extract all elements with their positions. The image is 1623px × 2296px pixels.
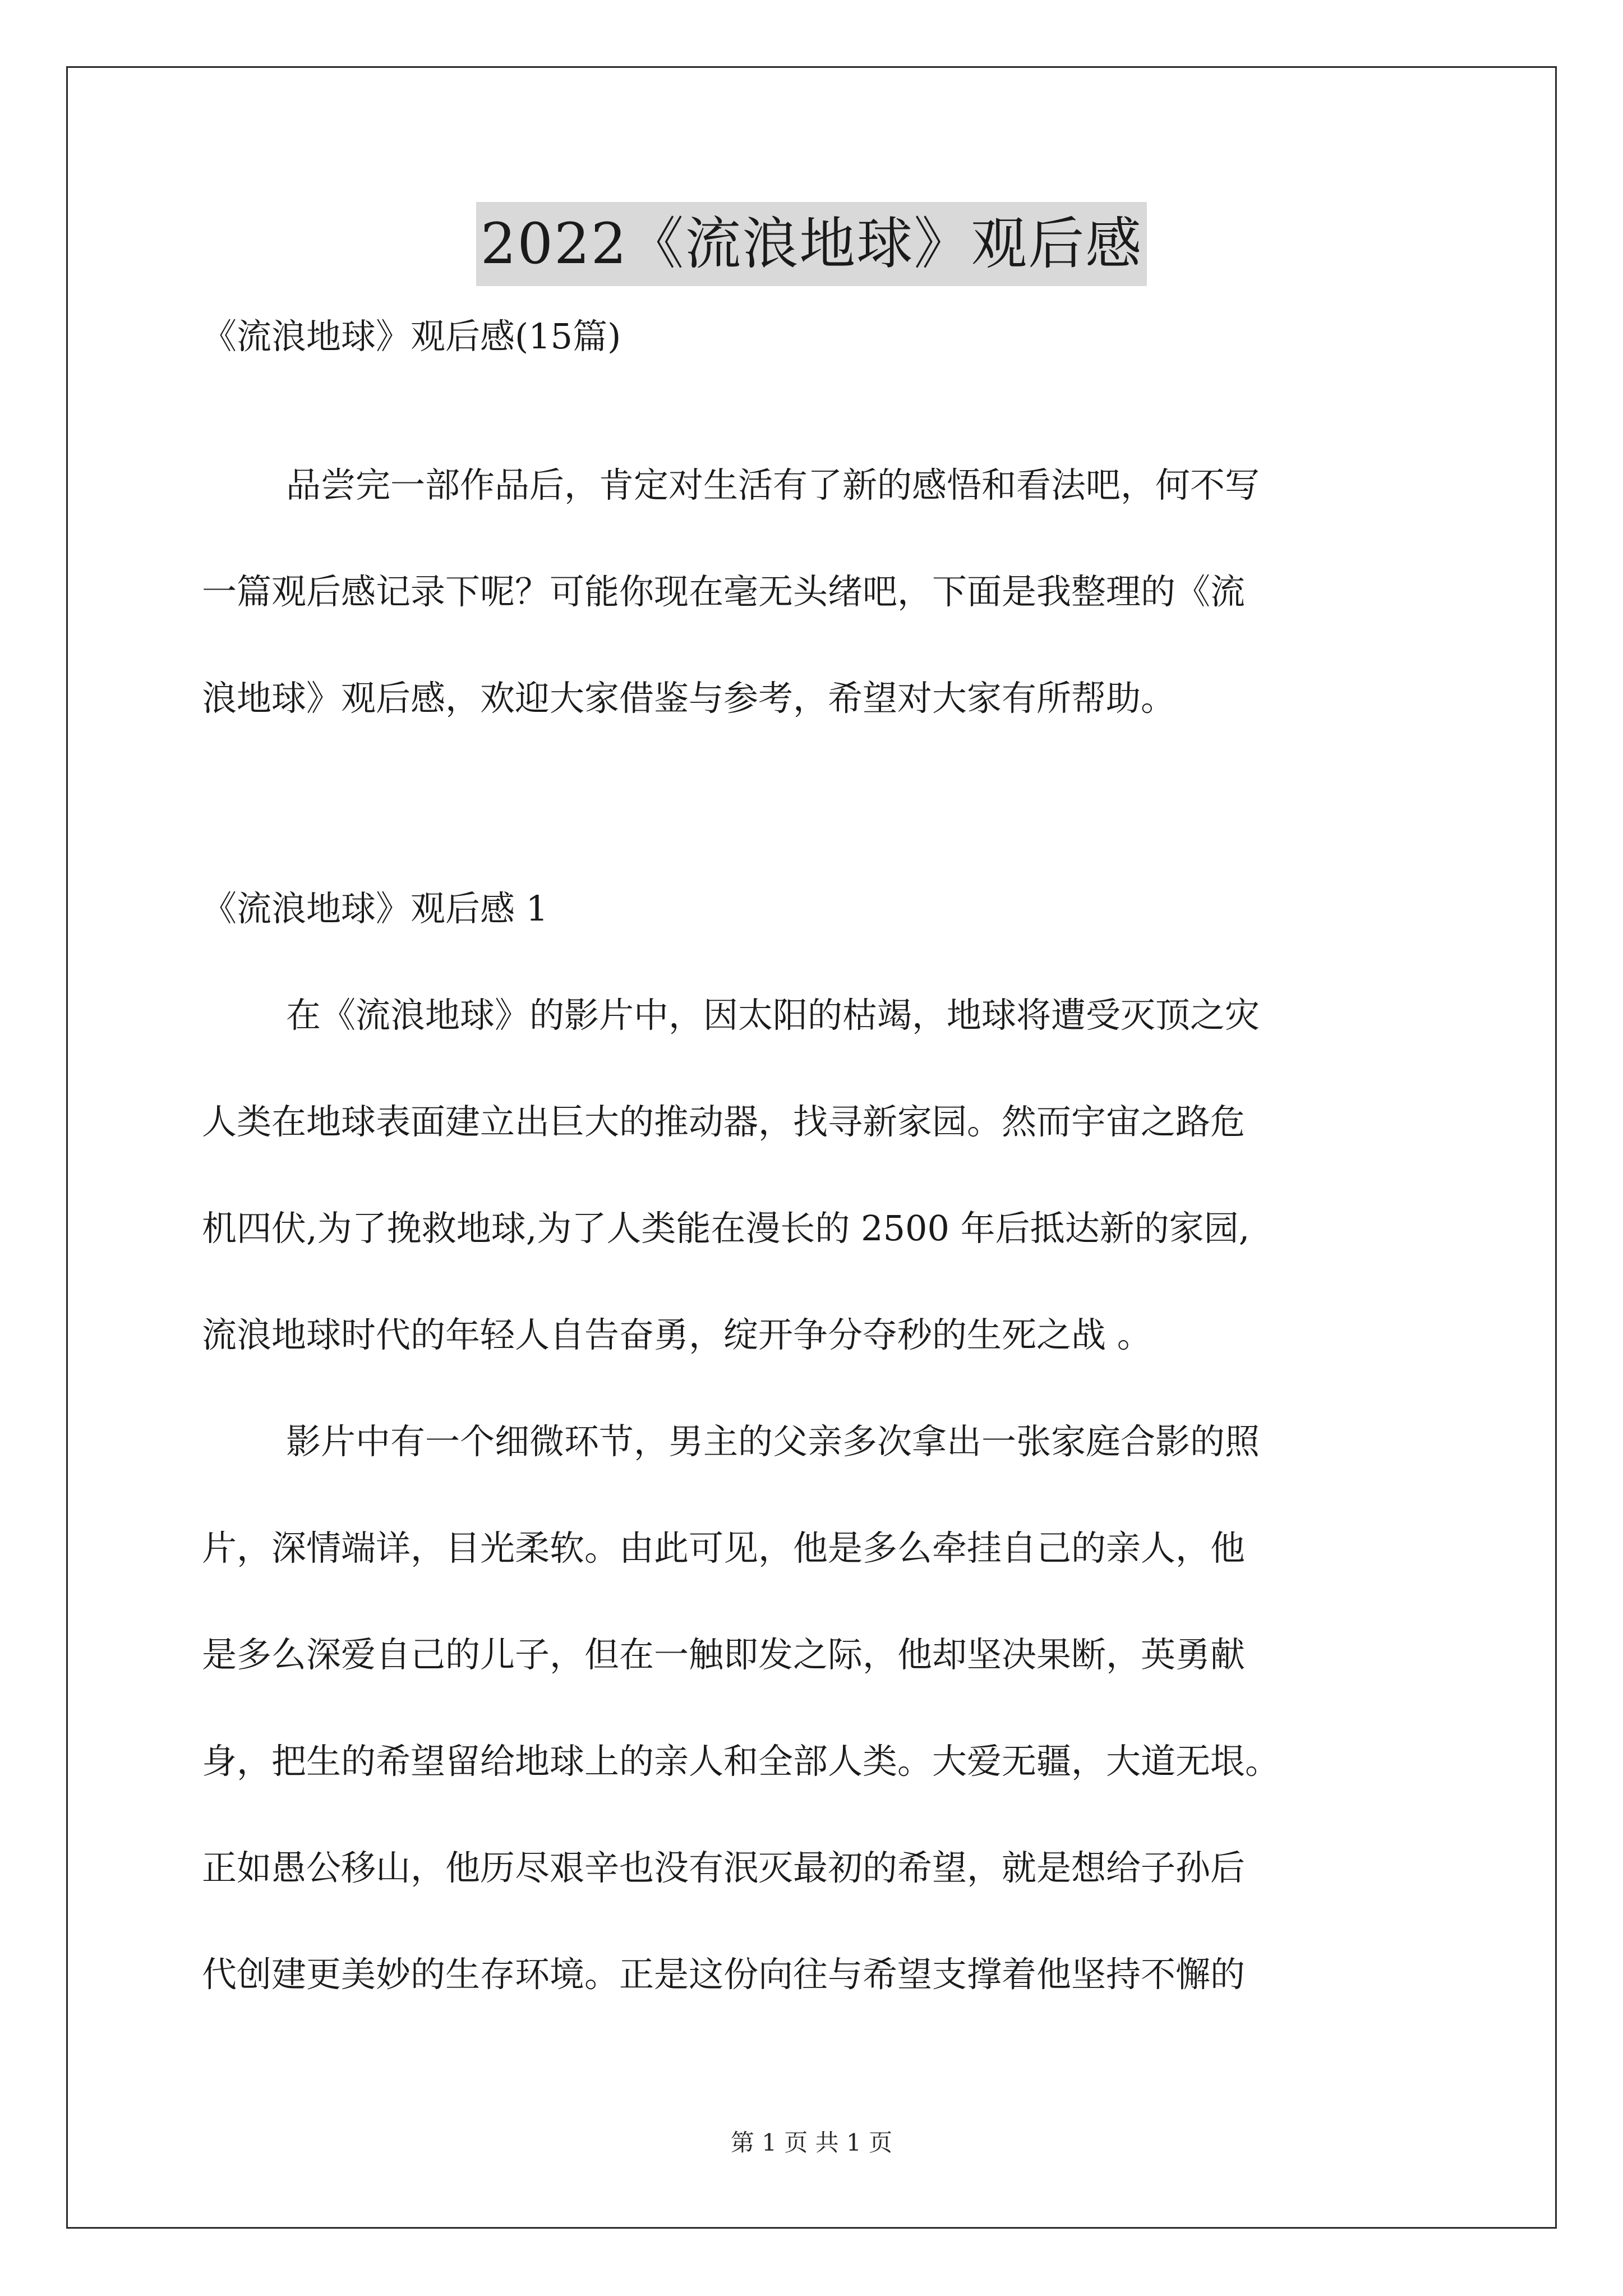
body-line: 影片中有一个细微环节，男主的父亲多次拿出一张家庭合影的照 <box>286 1421 1260 1462</box>
section-heading: 《流浪地球》观后感 1 <box>202 888 548 929</box>
body-line: 是多么深爱自己的儿子，但在一触即发之际，他却坚决果断，英勇献 <box>202 1634 1246 1675</box>
document-subtitle: 《流浪地球》观后感(15篇) <box>202 316 621 357</box>
body-line: 人类在地球表面建立出巨大的推动器，找寻新家园。然而宇宙之路危 <box>202 1101 1246 1142</box>
body-line: 代创建更美妙的生存环境。正是这份向往与希望支撑着他坚持不懈的 <box>202 1954 1246 1995</box>
document-title: 2022《流浪地球》观后感 <box>476 202 1147 286</box>
body-line: 片，深情端详，目光柔软。由此可见，他是多么牵挂自己的亲人，他 <box>202 1527 1246 1568</box>
intro-line: 一篇观后感记录下呢？可能你现在毫无头绪吧，下面是我整理的《流 <box>202 571 1246 612</box>
intro-line: 浪地球》观后感，欢迎大家借鉴与参考，希望对大家有所帮助。 <box>202 678 1176 719</box>
intro-line: 品尝完一部作品后，肯定对生活有了新的感悟和看法吧，何不写 <box>286 464 1260 505</box>
body-line: 流浪地球时代的年轻人自告奋勇，绽开争分夺秒的生死之战 。 <box>202 1314 1152 1355</box>
body-line: 身，把生的希望留给地球上的亲人和全部人类。大爱无疆，大道无垠。 <box>202 1741 1280 1782</box>
body-line: 机四伏,为了挽救地球,为了人类能在漫长的 2500 年后抵达新的家园, <box>202 1208 1250 1249</box>
page-footer: 第 1 页 共 1 页 <box>730 2129 893 2156</box>
title-container <box>0 202 1623 286</box>
page-border <box>66 66 1557 2229</box>
body-line: 正如愚公移山，他历尽艰辛也没有泯灭最初的希望，就是想给子孙后 <box>202 1847 1246 1888</box>
body-line: 在《流浪地球》的影片中，因太阳的枯竭，地球将遭受灭顶之灾 <box>286 995 1260 1036</box>
